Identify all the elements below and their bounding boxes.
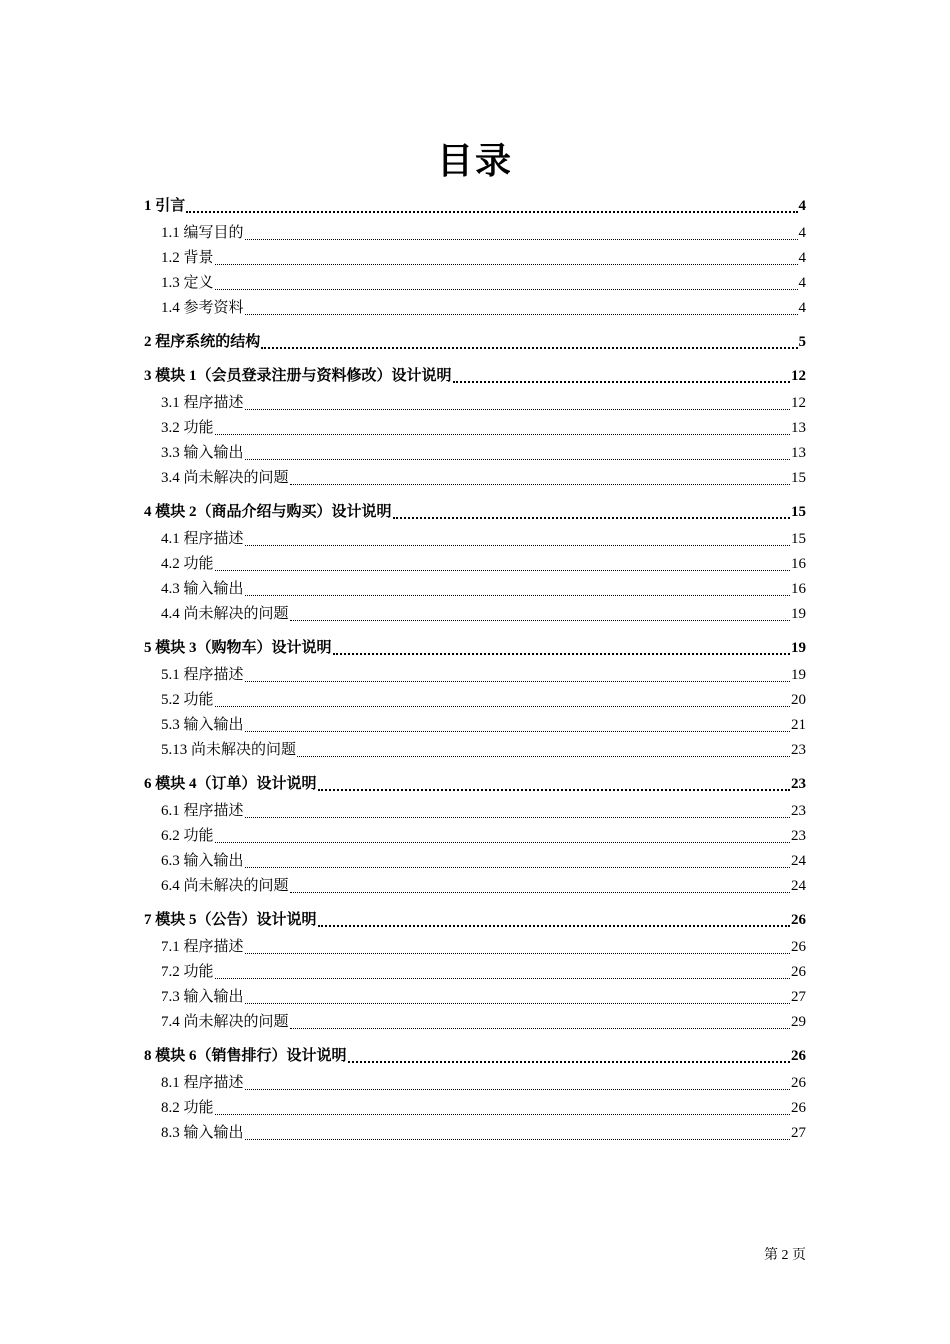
dot-leader [245, 1139, 790, 1140]
toc-entry-page-number: 4 [798, 198, 806, 214]
toc-entry-page-number: 4 [798, 275, 806, 291]
toc-entry-title: 6.2 功能 [161, 828, 214, 844]
toc-entry-page-number: 4 [798, 300, 806, 316]
toc-entry-title: 4.1 程序描述 [161, 531, 244, 547]
toc-section-entry[interactable] [144, 849, 806, 874]
toc-section-entry[interactable] [144, 824, 806, 849]
toc-entry-page-number: 13 [791, 420, 806, 436]
toc-section-entry[interactable] [144, 1121, 806, 1146]
toc-entry-title: 7.2 功能 [161, 964, 214, 980]
toc-chapter-entry[interactable] [144, 364, 806, 389]
toc-section-entry[interactable] [144, 271, 806, 296]
toc-entry-page-number: 12 [791, 368, 806, 384]
toc-entry-page-number: 19 [791, 606, 806, 622]
toc-entry-page-number: 23 [791, 803, 806, 819]
toc-entry-page-number: 26 [791, 1100, 806, 1116]
toc-section-entry[interactable] [144, 985, 806, 1010]
toc-section-entry[interactable] [144, 552, 806, 577]
dot-leader [215, 434, 790, 435]
toc-entry-title: 7.4 尚未解决的问题 [161, 1014, 289, 1030]
toc-entry-page-number: 15 [791, 531, 806, 547]
dot-leader [245, 409, 790, 410]
dot-leader [453, 381, 790, 383]
toc-entry-page-number: 29 [791, 1014, 806, 1030]
toc-entry-page-number: 26 [791, 1075, 806, 1091]
toc-entry-page-number: 4 [798, 225, 806, 241]
toc-entry-title: 3.3 输入输出 [161, 445, 244, 461]
toc-entry-title: 2 程序系统的结构 [144, 334, 261, 350]
dot-leader [290, 620, 790, 621]
dot-leader [215, 570, 790, 571]
toc-entry-title: 8 模块 6（销售排行）设计说明 [144, 1048, 347, 1064]
toc-entry-title: 7 模块 5（公告）设计说明 [144, 912, 317, 928]
dot-leader [215, 264, 798, 265]
toc-entry-page-number: 23 [791, 742, 806, 758]
toc-entry-page-number: 19 [791, 667, 806, 683]
toc-entry-page-number: 16 [791, 581, 806, 597]
toc-entry-page-number: 27 [791, 989, 806, 1005]
toc-entry-title: 4.4 尚未解决的问题 [161, 606, 289, 622]
toc-section-entry[interactable] [144, 1071, 806, 1096]
toc-entry-page-number: 26 [791, 964, 806, 980]
toc-section-entry[interactable] [144, 738, 806, 763]
toc-section-entry[interactable] [144, 663, 806, 688]
toc-entry-page-number: 4 [798, 250, 806, 266]
dot-leader [245, 459, 790, 460]
toc-entry-title: 3.2 功能 [161, 420, 214, 436]
dot-leader [261, 347, 797, 349]
toc-section-entry[interactable] [144, 1010, 806, 1035]
toc-entry-page-number: 23 [791, 828, 806, 844]
toc-entry-page-number: 24 [791, 878, 806, 894]
toc-entry-title: 6.4 尚未解决的问题 [161, 878, 289, 894]
toc-section-entry[interactable] [144, 688, 806, 713]
toc-entry-page-number: 26 [791, 939, 806, 955]
toc-section-entry[interactable] [144, 221, 806, 246]
dot-leader [318, 925, 790, 927]
toc-chapter-entry[interactable] [144, 330, 806, 355]
toc-entry-title: 6 模块 4（订单）设计说明 [144, 776, 317, 792]
toc-entry-page-number: 26 [791, 1048, 806, 1064]
dot-leader [245, 1089, 790, 1090]
toc-entry-page-number: 21 [791, 717, 806, 733]
toc-entry-title: 3.1 程序描述 [161, 395, 244, 411]
dot-leader [318, 789, 790, 791]
toc-entry-page-number: 13 [791, 445, 806, 461]
toc-entry-title: 6.1 程序描述 [161, 803, 244, 819]
toc-entry-title: 1.1 编写目的 [161, 225, 244, 241]
dot-leader [215, 289, 798, 290]
dot-leader [186, 211, 797, 213]
toc-entry-page-number: 23 [791, 776, 806, 792]
dot-leader [245, 817, 790, 818]
toc-section-entry[interactable] [144, 441, 806, 466]
toc-section-entry[interactable] [144, 874, 806, 899]
toc-entry-page-number: 16 [791, 556, 806, 572]
table-of-contents [144, 194, 806, 1146]
toc-section-entry[interactable] [144, 713, 806, 738]
dot-leader [348, 1061, 790, 1063]
dot-leader [297, 756, 790, 757]
toc-entry-title: 5.2 功能 [161, 692, 214, 708]
toc-section-entry[interactable] [144, 246, 806, 271]
dot-leader [245, 953, 790, 954]
toc-entry-title: 8.2 功能 [161, 1100, 214, 1116]
toc-entry-title: 5 模块 3（购物车）设计说明 [144, 640, 332, 656]
dot-leader [215, 706, 790, 707]
toc-chapter-entry[interactable] [144, 636, 806, 661]
toc-section-entry[interactable] [144, 960, 806, 985]
dot-leader [245, 1003, 790, 1004]
toc-entry-page-number: 12 [791, 395, 806, 411]
toc-entry-page-number: 27 [791, 1125, 806, 1141]
toc-chapter-entry[interactable] [144, 1044, 806, 1069]
toc-section-entry[interactable] [144, 466, 806, 491]
dot-leader [215, 1114, 790, 1115]
dot-leader [245, 867, 790, 868]
toc-section-entry[interactable] [144, 602, 806, 627]
toc-entry-title: 8.3 输入输出 [161, 1125, 244, 1141]
toc-entry-title: 6.3 输入输出 [161, 853, 244, 869]
dot-leader [393, 517, 790, 519]
dot-leader [290, 1028, 790, 1029]
dot-leader [215, 842, 790, 843]
toc-entry-title: 7.1 程序描述 [161, 939, 244, 955]
toc-section-entry[interactable] [144, 935, 806, 960]
toc-entry-page-number: 19 [791, 640, 806, 656]
toc-entry-page-number: 20 [791, 692, 806, 708]
toc-entry-title: 1.4 参考资料 [161, 300, 244, 316]
toc-chapter-entry[interactable] [144, 772, 806, 797]
toc-entry-title: 4 模块 2（商品介绍与购买）设计说明 [144, 504, 392, 520]
toc-entry-page-number: 15 [791, 470, 806, 486]
toc-section-entry[interactable] [144, 527, 806, 552]
toc-entry-title: 4.2 功能 [161, 556, 214, 572]
toc-chapter-entry[interactable] [144, 194, 806, 219]
toc-entry-title: 5.3 输入输出 [161, 717, 244, 733]
toc-entry-page-number: 26 [791, 912, 806, 928]
dot-leader [245, 731, 790, 732]
toc-entry-title: 5.13 尚未解决的问题 [161, 742, 297, 758]
page-title: 目录 [436, 141, 513, 181]
toc-entry-title: 1.2 背景 [161, 250, 214, 266]
toc-entry-page-number: 15 [791, 504, 806, 520]
toc-section-entry[interactable] [144, 799, 806, 824]
page-number-footer: 第 2 页 [764, 1248, 806, 1263]
toc-section-entry[interactable] [144, 577, 806, 602]
toc-entry-title: 5.1 程序描述 [161, 667, 244, 683]
toc-entry-page-number: 24 [791, 853, 806, 869]
toc-entry-title: 8.1 程序描述 [161, 1075, 244, 1091]
toc-entry-title: 1 引言 [144, 198, 186, 214]
dot-leader [290, 484, 790, 485]
toc-section-entry[interactable] [144, 1096, 806, 1121]
dot-leader [245, 595, 790, 596]
dot-leader [245, 681, 790, 682]
toc-entry-title: 3.4 尚未解决的问题 [161, 470, 289, 486]
dot-leader [245, 314, 798, 315]
dot-leader [215, 978, 790, 979]
toc-chapter-entry[interactable] [144, 500, 806, 525]
toc-entry-title: 3 模块 1（会员登录注册与资料修改）设计说明 [144, 368, 452, 384]
dot-leader [290, 892, 790, 893]
dot-leader [333, 653, 790, 655]
dot-leader [245, 545, 790, 546]
toc-section-entry[interactable] [144, 391, 806, 416]
toc-entry-title: 1.3 定义 [161, 275, 214, 291]
toc-entry-page-number: 5 [798, 334, 806, 350]
toc-entry-title: 7.3 输入输出 [161, 989, 244, 1005]
dot-leader [245, 239, 798, 240]
toc-chapter-entry[interactable] [144, 908, 806, 933]
toc-section-entry[interactable] [144, 416, 806, 441]
toc-section-entry[interactable] [144, 296, 806, 321]
toc-entry-title: 4.3 输入输出 [161, 581, 244, 597]
